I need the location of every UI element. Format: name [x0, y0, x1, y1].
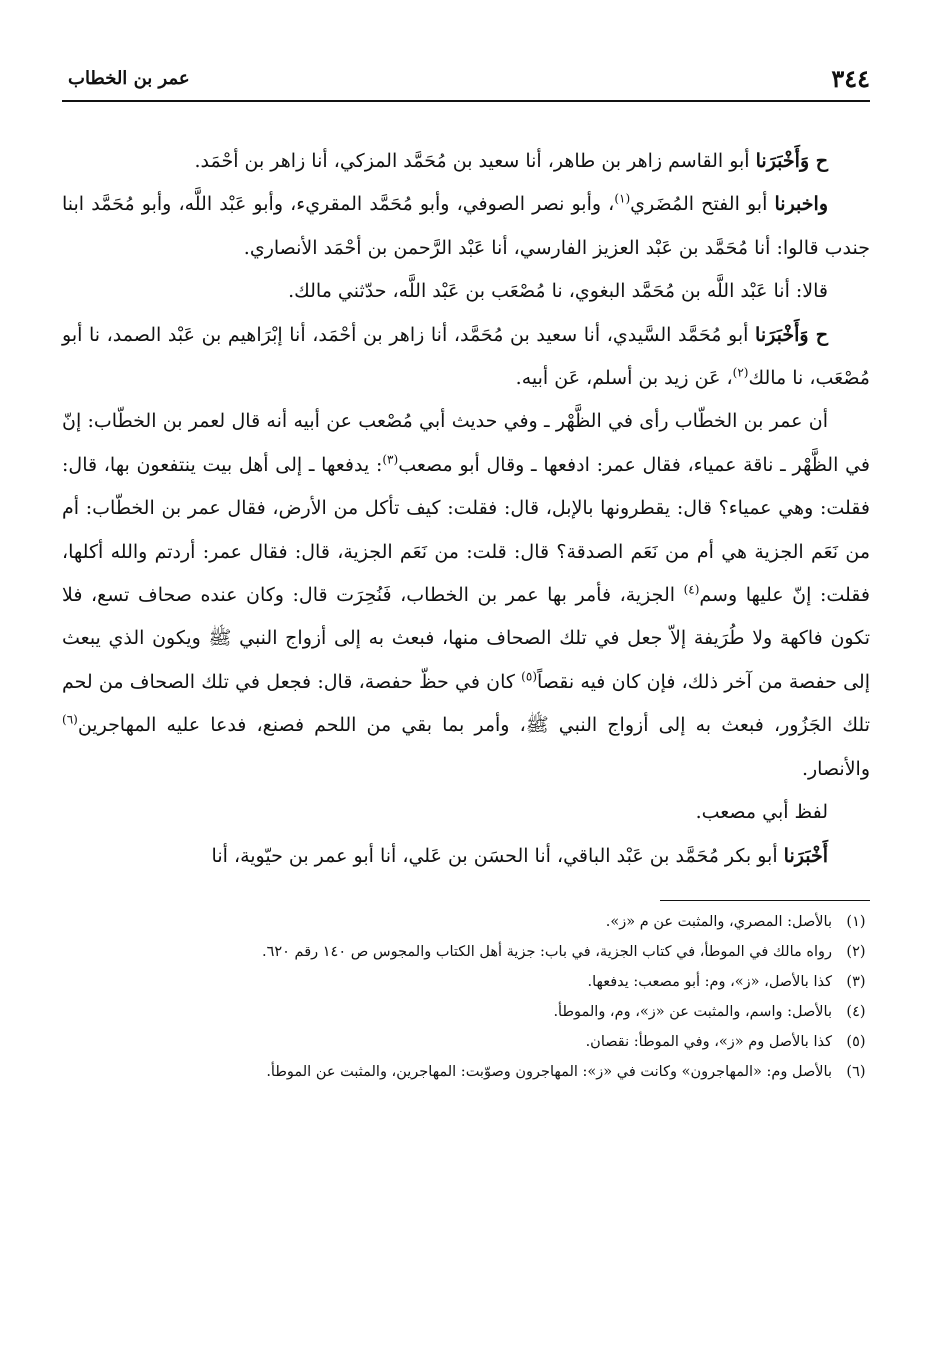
footnote-number: (١) — [846, 913, 866, 930]
footnote-item — [62, 907, 870, 937]
footnote-ref[interactable]: (١) — [614, 192, 631, 207]
footnote-text: كذا بالأصل وم «ز»، وفي الموطأ: نقصان. — [585, 1033, 832, 1050]
paragraph-1 — [62, 140, 870, 183]
footnote-text: بالأصل: واسم، والمثبت عن «ز»، وم، والموطأ. — [553, 1003, 832, 1020]
paragraph-text: ، عَن زيد بن أسلم، عَن أبيه. — [515, 367, 733, 390]
footnote-ref[interactable]: (٤) — [683, 582, 700, 597]
book-page — [62, 62, 870, 1312]
narration-keyword: واخبرنا — [774, 193, 828, 216]
footnote-number: (٢) — [846, 943, 866, 960]
main-text — [62, 140, 870, 878]
paragraph-5 — [62, 400, 870, 791]
footnote-item — [62, 1027, 870, 1057]
footnote-divider — [660, 900, 870, 901]
paragraph-text: أبو مُحَمَّد السَّيدي، أنا سعيد بن مُحَمَّد، أنا زاهر بن أحْمَد، أنا إبْرَاهيم بن عَبْد الصمد، نا أبو مُصْعَب، نا مالك — [62, 323, 870, 390]
paragraph-text: ، وأبو نصر الصوفي، وأبو مُحَمَّد المقريء، وأبو عَبْد اللَّه، وأبو مُحَمَّد ابنا جندب قالوا: أنا مُحَمَّد بن عَبْد العزيز الفارسي، أنا عَبْد الرَّحمن بن أحْمَد الأنصاري. — [62, 193, 870, 259]
paragraph-text: الجزية، فأمر بها عمر بن الخطاب، فَنُحِرَت قال: وكان عنده صحاف تسع، فلا تكون فاكهة ولا طُرَيفة إلاّ جعل في تلك الصحاف منها، فبعث به إلى أزواج النبي ﷺ ويكون الذي يبعث إلى حفصة من آخر ذلك، فإن كان فيه نقصاً — [62, 584, 870, 693]
footnote-item — [62, 937, 870, 967]
paragraph-2 — [62, 183, 870, 270]
paragraph-text: أبو القاسم زاهر بن طاهر، أنا سعيد بن مُحَمَّد المزكي، أنا زاهر بن أحْمَد. — [194, 150, 756, 172]
footnote-item — [62, 1057, 870, 1087]
paragraph-4 — [62, 314, 870, 401]
narration-keyword: أَخْبَرَنا — [783, 844, 828, 867]
footnote-text: بالأصل وم: «المهاجرون» وكانت في «ز»: المهاجرون وصوّبت: المهاجرين، والمثبت عن الموطأ. — [266, 1063, 832, 1080]
paragraph-text: : يدفعها ـ إلى أهل بيت ينتفعون بها، قال: فقلت: وهي عمياء؟ قال: يقطرونها بالإبل، قال: فقلت: كيف تأكل من الأرض، فقال عمر بن الخطّاب: أم من نَعَم الجزية هي أم من نَعَم الصدقة؟ قال: قلت: من نَعَم الجزية، قال: فقال عمر: أردتم والله أكلها، فقلت: إنّ عليها وسم — [62, 453, 870, 607]
footnote-number: (٤) — [846, 1003, 866, 1020]
footnote-text: رواه مالك في الموطأ، في كتاب الجزية، في باب: جزية أهل الكتاب والمجوس ص ١٤٠ رقم ٦٢٠. — [261, 943, 832, 960]
footnote-number: (٦) — [846, 1063, 866, 1080]
footnotes — [62, 907, 870, 1087]
footnote-text: بالأصل: المصري، والمثبت عن م «ز». — [605, 913, 832, 930]
running-title: عمر بن الخطاب — [68, 68, 190, 89]
footnote-ref[interactable]: (٦) — [62, 712, 78, 727]
paragraph-text: أبو الفتح المُضَري — [630, 193, 775, 216]
footnote-item — [62, 997, 870, 1027]
paragraph-text: أن عمر بن الخطّاب رأى في الظَّهْر ـ وفي حديث أبي مُصْعب عن أبيه أنه قال لعمر بن الخطّاب: إنّ في الظَّهْر ـ ناقة عمياء، فقال عمر: ادفعها ـ وقال أبو مصعب — [62, 410, 870, 476]
footnote-number: (٣) — [846, 973, 866, 990]
footnote-number: (٥) — [846, 1033, 866, 1050]
paragraph-3 — [62, 270, 870, 313]
footnote-ref[interactable]: (٣) — [382, 452, 399, 467]
footnote-ref[interactable]: (٥) — [521, 669, 537, 684]
paragraph-text: والأنصار. — [801, 757, 870, 780]
page-header — [62, 62, 870, 102]
narration-keyword: ح وَأَخْبَرَنا — [755, 323, 828, 346]
paragraph-6 — [62, 791, 870, 834]
paragraph-text: أبو بكر مُحَمَّد بن عَبْد الباقي، أنا الحسَن بن عَلي، أنا أبو عمر بن حيّوية، أنا — [211, 844, 784, 867]
page-number: ٣٤٤ — [831, 64, 870, 93]
paragraph-text: كان في حظّ حفصة، قال: فجعل في تلك الصحاف من لحم تلك الجَزُور، فبعث به إلى أزواج النبي ﷺ، وأمر بما بقي من اللحم فصنع، فدعا عليه المهاجرين — [62, 670, 870, 737]
paragraph-text: قالا: أنا عَبْد اللَّه بن مُحَمَّد البغوي، نا مُصْعَب بن عَبْد اللَّه، حدّثني مالك. — [288, 280, 828, 303]
paragraph-7 — [62, 835, 870, 878]
narration-keyword: ح وَأَخْبَرَنا — [755, 150, 828, 172]
footnote-item — [62, 967, 870, 997]
paragraph-text: لفظ أبي مصعب. — [695, 801, 828, 824]
footnote-ref[interactable]: (٢) — [732, 365, 749, 380]
footnote-text: كذا بالأصل، «ز»، وم: أبو مصعب: يدفعها. — [587, 973, 832, 990]
